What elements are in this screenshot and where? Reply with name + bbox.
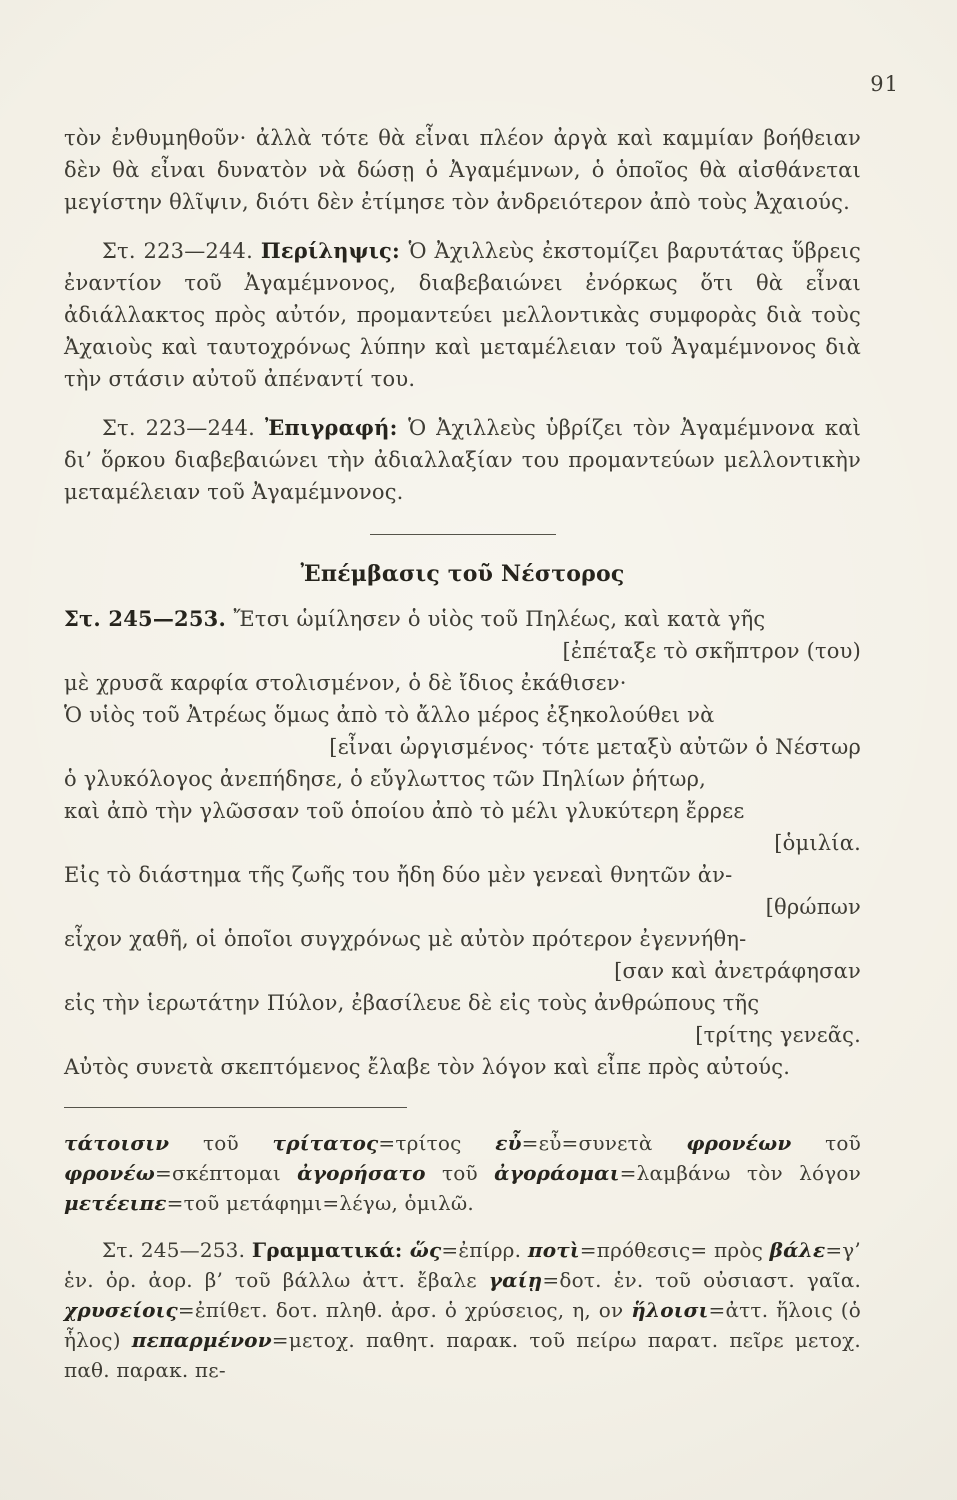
text-segment: =δοτ. ἑν. τοῦ οὐσιαστ. γαῖα.: [542, 1268, 861, 1292]
emphasis-text: τρίτατος: [272, 1131, 379, 1155]
text-block: [64, 122, 861, 1402]
emphasis-text: βάλε: [769, 1238, 826, 1262]
emphasis-text: χρυσείοις: [64, 1298, 178, 1322]
text-segment: Ὁ υἱὸς τοῦ Ἀτρέως ὅμως ἀπὸ τὸ ἄλλο μέρος ἐξηκολούθει νὰ: [64, 703, 715, 727]
text-segment: =ἀττ. ἥλοις (ὁ ἧλος): [64, 1298, 861, 1352]
emphasis-text: φρονέων: [686, 1131, 792, 1155]
text-segment: [θρώπων: [765, 895, 861, 919]
paragraph: [64, 1235, 861, 1385]
emphasis-text: ἀγορήσατο: [297, 1161, 426, 1185]
text-segment: [εἶναι ὠργισμένος· τότε μεταξὺ αὐτῶν ὁ Νέστωρ: [329, 735, 861, 759]
emphasis-text: ποτὶ: [527, 1238, 580, 1262]
text-segment: Ὁ Ἀχιλλεὺς ὑβρίζει τὸν Ἀγαμέμνονα καὶ δι’ ὅρκου διαβεβαιώνει τὴν ἀδιαλλαξίαν του προμαντεύων μελλοντικὴν μεταμέλειαν τοῦ Ἀγαμέμνονος.: [64, 416, 862, 504]
emphasis-text: Γραμματικά:: [251, 1238, 410, 1262]
verse-line: [64, 667, 861, 699]
emphasis-text: γαίῃ: [488, 1268, 543, 1292]
emphasis-text: τάτοισιν: [64, 1131, 170, 1155]
emphasis-text: πεπαρμένον: [131, 1328, 272, 1352]
text-segment: =σκέπτομαι: [155, 1161, 298, 1185]
text-segment: Ὁ Ἀχιλλεὺς ἐκστομίζει βαρυτάτας ὕβρεις ἐναντίον τοῦ Ἀγαμέμνονος, διαβεβαιώνει ἐνόρκως ὅτι θὰ εἶναι ἀδιάλλακτος πρὸς αὐτόν, προμαντεύει μελλοντικὰς συμφορὰς διὰ τοὺς Ἀχαιοὺς καὶ ταυτοχρόνως λύπην καὶ μεταμέλειαν τοῦ Ἀγαμέμνονος διὰ τὴν στάσιν αὐτοῦ ἀπέναντί του.: [64, 239, 861, 391]
verse-line: [64, 699, 861, 731]
paragraph: [64, 1128, 861, 1218]
emphasis-text: εὖ: [495, 1131, 522, 1155]
section-heading: [64, 559, 861, 589]
emphasis-text: Ἐπέμβασις τοῦ Νέστορος: [300, 561, 625, 587]
emphasis-text: φρονέω: [64, 1161, 156, 1185]
verse-line: [64, 603, 861, 635]
verse-line: [64, 955, 861, 987]
text-segment: Εἰς τὸ διάστημα τῆς ζωῆς του ἤδη δύο μὲν γενεαὶ θνητῶν ἀν-: [64, 863, 733, 887]
text-segment: =ἐπίρρ.: [441, 1238, 528, 1262]
emphasis-text: Στ. 245—253.: [64, 606, 234, 631]
text-segment: Στ. 223—244.: [102, 239, 261, 263]
verse-line: [64, 923, 861, 955]
text-segment: =τρίτος: [378, 1131, 496, 1155]
text-segment: [σαν καὶ ἀνετράφησαν: [614, 959, 861, 983]
text-segment: =ἐπίθετ. δοτ. πληθ. ἀρσ. ὁ χρύσειος, η, ον: [177, 1298, 632, 1322]
text-segment: Στ. 245—253.: [102, 1238, 252, 1262]
text-segment: [ὁμιλία.: [774, 831, 861, 855]
paragraph: [64, 412, 861, 508]
text-segment: καὶ ἀπὸ τὴν γλῶσσαν τοῦ ὁποίου ἀπὸ τὸ μέλι γλυκύτερη ἔρρεε: [64, 799, 745, 823]
verse-line: [64, 1019, 861, 1051]
text-segment: =γ’ ἑν. ὁρ. ἀορ. β’ τοῦ βάλλω ἀττ. ἔβαλε: [64, 1238, 861, 1292]
text-segment: τὸν ἐνθυμηθοῦν· ἀλλὰ τότε θὰ εἶναι πλέον ἀργὰ καὶ καμμίαν βοήθειαν δὲν θὰ εἶναι δυνατὸν νὰ δώσῃ ὁ Ἀγαμέμνων, ὁ ὁποῖος θὰ αἰσθάνεται μεγίστην θλῖψιν, διότι δὲν ἐτίμησε τὸν ἀνδρειότερον ἀπὸ τοὺς Ἀχαιούς.: [64, 126, 861, 214]
text-segment: =τοῦ μετάφημι=λέγω, ὁμιλῶ.: [166, 1191, 474, 1215]
text-segment: εἰς τὴν ἱερωτάτην Πύλον, ἐβασίλευε δὲ εἰς τοὺς ἀνθρώπους τῆς: [64, 991, 760, 1015]
paragraph: [64, 122, 861, 218]
text-segment: τοῦ: [425, 1161, 495, 1185]
emphasis-text: ἥλοισι: [631, 1298, 709, 1322]
verse-line: [64, 795, 861, 827]
text-segment: μὲ χρυσᾶ καρφία στολισμένον, ὁ δὲ ἴδιος ἐκάθισεν·: [64, 671, 627, 695]
text-segment: τοῦ: [791, 1131, 861, 1155]
text-segment: εἶχον χαθῆ, οἱ ὁποῖοι συγχρόνως μὲ αὐτὸν πρότερον ἐγεννήθη-: [64, 927, 747, 951]
text-segment: [ἐπέταξε τὸ σκῆπτρον (του): [562, 639, 861, 663]
text-segment: Αὐτὸς συνετὰ σκεπτόμενος ἔλαβε τὸν λόγον καὶ εἶπε πρὸς αὐτούς.: [64, 1055, 791, 1079]
emphasis-text: ὥς: [409, 1238, 442, 1262]
verse-line: [64, 763, 861, 795]
verse-line: [64, 891, 861, 923]
text-segment: =πρόθεσις= πρὸς: [579, 1238, 770, 1262]
text-segment: =μετοχ. παθητ. παρακ. τοῦ πείρω παρατ. πεῖρε μετοχ. παθ. παρακ. πε-: [64, 1328, 861, 1382]
verse-line: [64, 635, 861, 667]
page-number: 91: [870, 72, 899, 96]
text-segment: [τρίτης γενεᾶς.: [695, 1023, 861, 1047]
verse-line: [64, 1051, 861, 1083]
verse-line: [64, 987, 861, 1019]
emphasis-text: Ἐπιγραφή:: [264, 415, 409, 440]
text-segment: Ἔτσι ὡμίλησεν ὁ υἱὸς τοῦ Πηλέως, καὶ κατὰ γῆς: [233, 607, 766, 631]
separator-rule: [370, 534, 556, 535]
verse-line: [64, 859, 861, 891]
emphasis-text: ἀγοράομαι: [494, 1161, 620, 1185]
emphasis-text: Περίληψις:: [260, 238, 409, 263]
text-segment: =εὖ=συνετὰ: [521, 1131, 687, 1155]
text-segment: τοῦ: [169, 1131, 273, 1155]
text-segment: ὁ γλυκόλογος ἀνεπήδησε, ὁ εὔγλωττος τῶν Πηλίων ῥήτωρ,: [64, 767, 707, 791]
paragraph: [64, 235, 861, 395]
text-segment: =λαμβάνω τὸν λόγον: [619, 1161, 861, 1185]
separator-rule: [64, 1107, 407, 1108]
verse-line: [64, 731, 861, 763]
verse-paragraph: [64, 603, 861, 1083]
verse-line: [64, 827, 861, 859]
text-segment: Στ. 223—244.: [102, 416, 265, 440]
emphasis-text: μετέειπε: [64, 1191, 167, 1215]
